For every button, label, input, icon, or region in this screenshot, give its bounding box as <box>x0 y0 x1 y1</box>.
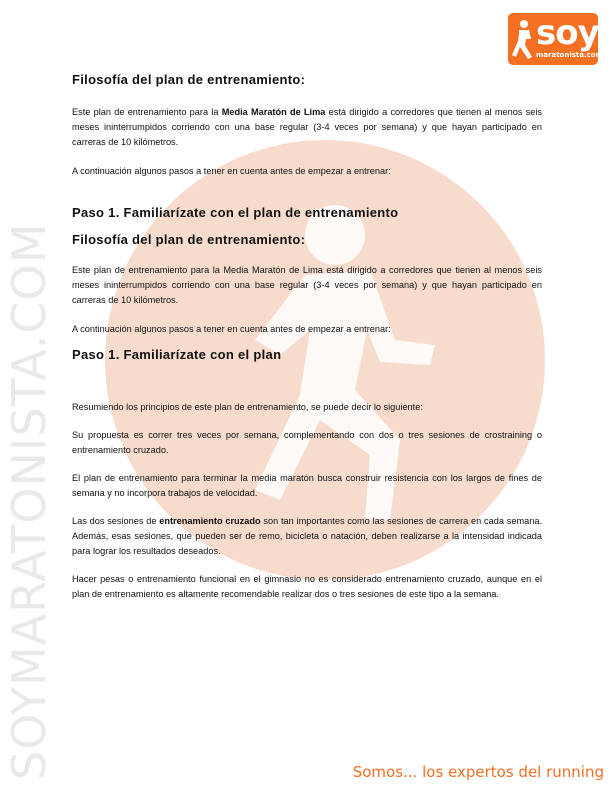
heading-philosophy-repeat: Filosofía del plan de entrenamiento: <box>72 232 306 247</box>
brand-logo[interactable] <box>508 13 603 65</box>
logo-word: soy <box>536 13 599 53</box>
paragraph-intro <box>72 105 542 150</box>
paragraph-steps-intro: A continuación algunos pasos a tener en cuenta antes de empezar a entrenar: <box>72 166 391 176</box>
bold-race-name: Media Maratón de Lima <box>221 107 326 117</box>
bold-cross-training: entrenamiento cruzado <box>159 516 261 526</box>
footer-slogan: Somos... los expertos del running <box>352 763 604 781</box>
runner-logo-icon <box>510 19 536 61</box>
text: Este plan de entrenamiento para la <box>72 107 222 117</box>
paragraph-weights: Hacer pesas o entrenamiento funcional en el gimnasio no es considerado entrenamiento cruzado, aunque en el plan de entrenamiento es altamente recomendable realizar dos o tres sesiones de este tipo a la semana. <box>72 574 542 599</box>
paragraph-summary: Resumiendo los principios de este plan de entrenamiento, se puede decir lo siguiente: <box>72 402 423 412</box>
heading-step-1: Paso 1. Familiarízate con el plan de entrenamiento <box>72 205 399 220</box>
paragraph-steps-intro-repeat: A continuación algunos pasos a tener en cuenta antes de empezar a entrenar: <box>72 324 391 334</box>
paragraph-endurance: El plan de entrenamiento para terminar la media maratón busca construir resistencia con los largos de fines de semana y no incorpora trabajos de velocidad. <box>72 473 542 498</box>
paragraph-three-times: Su propuesta es correr tres veces por semana, complementando con dos o tres sesiones de crostraining o entrenamiento cruzado. <box>72 430 542 455</box>
logo-domain: maratonista.com <box>536 51 603 59</box>
paragraph-cross-training <box>72 514 542 559</box>
heading-step-1-short: Paso 1. Familiarízate con el plan <box>72 347 282 362</box>
text: está dirigido a corredores que tienen al menos seis meses ininterrumpidos corriendo con una base regular (3-4 veces por semana) y que hayan participado en carreras de 10 kilómetros. <box>72 107 542 147</box>
text: son tan importantes como las sesiones de carrera en cada semana. Además, esas sesiones, que pueden ser de remo, bicicleta o natación, deben realizarse a la intensidad indicada para lograr los resultados deseados. <box>72 516 542 556</box>
text: Las dos sesiones de <box>72 516 160 526</box>
side-watermark-text: SOYMARATONISTA.COM <box>2 222 56 780</box>
paragraph-intro-repeat: Este plan de entrenamiento para la Media Maratón de Lima está dirigido a corredores que tienen al menos seis meses ininterrumpidos corriendo con una base regular (3-4 veces por semana) y que hayan participado en carreras de 10 kilómetros. <box>72 265 542 305</box>
document-body <box>72 72 542 602</box>
heading-philosophy: Filosofía del plan de entrenamiento: <box>72 72 306 87</box>
